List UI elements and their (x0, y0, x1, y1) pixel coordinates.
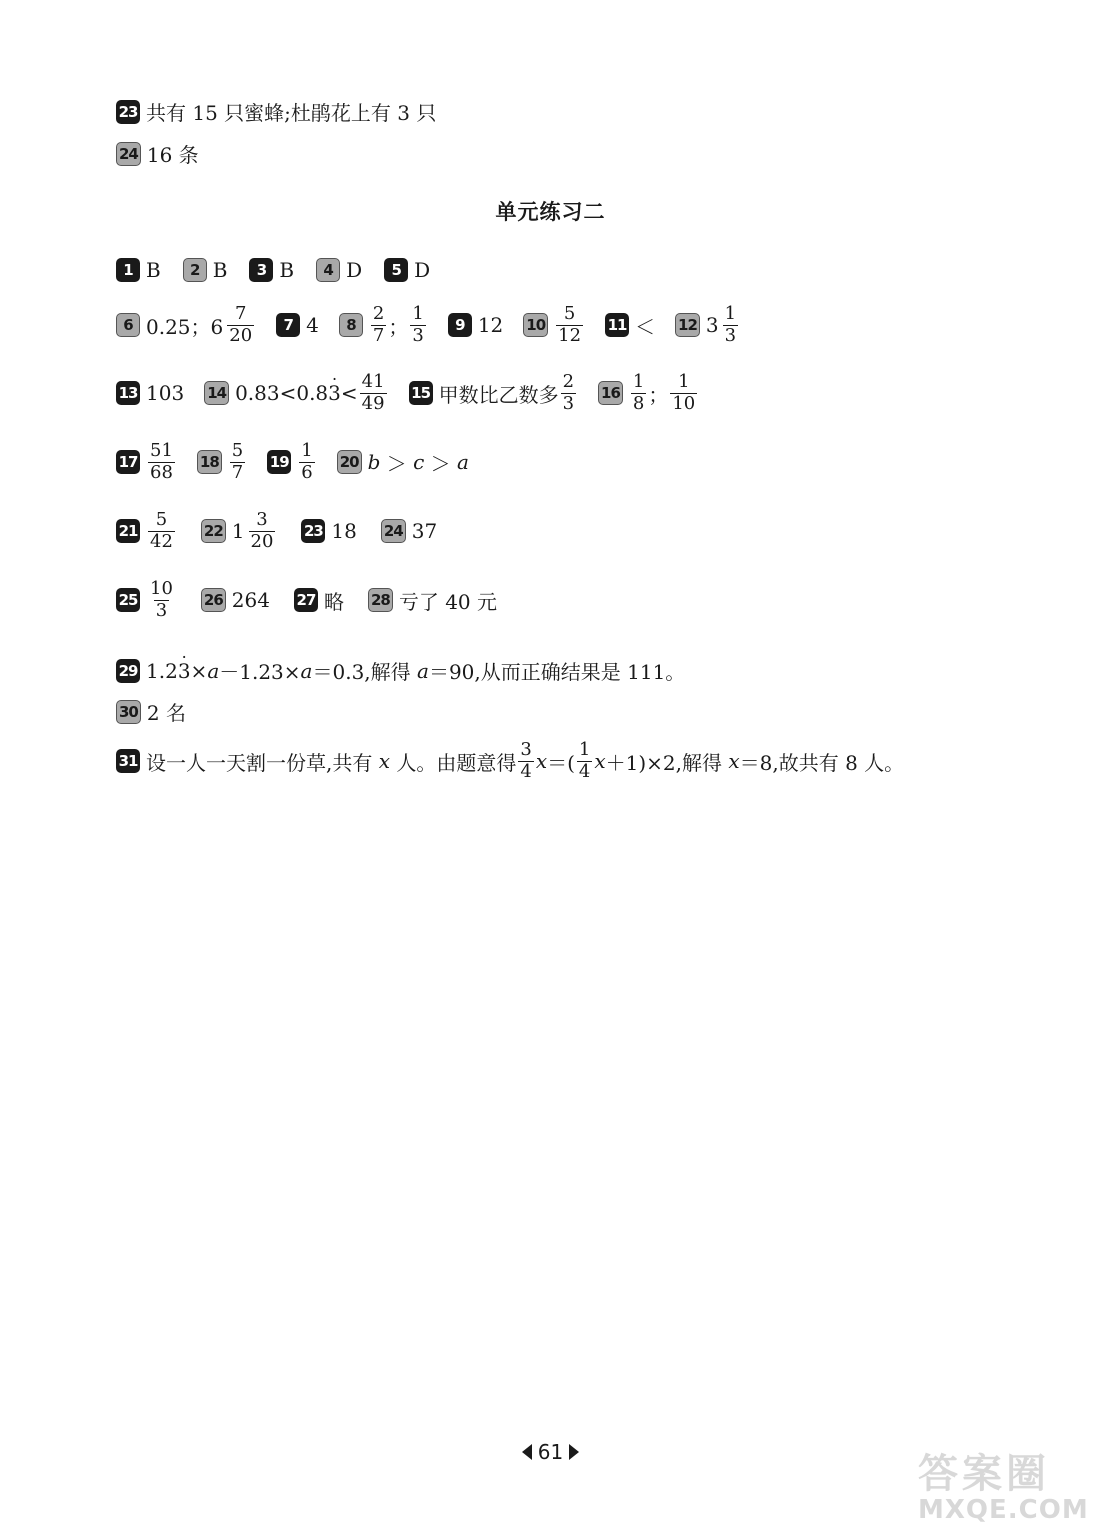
fraction (631, 372, 646, 414)
triangle-left-icon (522, 1444, 532, 1460)
answer-text: 0.25；6 (146, 314, 224, 339)
answer-item-21 (116, 510, 177, 552)
answer-text: ＝8,故共有 8 人。 (739, 750, 905, 775)
repeating-digit: . 3 (178, 659, 191, 683)
fraction (518, 740, 533, 782)
numerator: 10 (150, 578, 173, 599)
answer-text: 37 (411, 519, 438, 544)
repeating-digit: . 3 (328, 381, 341, 405)
question-number-badge: 25 (116, 588, 140, 612)
numerator: 51 (150, 440, 173, 461)
numerator: 7 (234, 303, 247, 324)
answer-item-3 (249, 258, 294, 282)
question-number-badge: 20 (337, 450, 362, 474)
denominator: 49 (361, 392, 385, 414)
fraction (249, 510, 276, 552)
question-number-badge: 2 (183, 258, 207, 282)
fraction (723, 304, 738, 346)
numerator: 1 (578, 739, 591, 760)
answer-item-6 (116, 304, 256, 346)
denominator: 20 (229, 324, 253, 346)
answer-line-30 (116, 697, 186, 726)
denominator: 7 (231, 461, 244, 483)
question-number-badge: 8 (339, 313, 363, 337)
denominator: 12 (558, 324, 582, 346)
answer-item-16 (598, 372, 699, 414)
separator: ； (648, 382, 669, 407)
numerator: 1 (632, 371, 645, 392)
question-number-badge: 11 (605, 313, 629, 337)
answer-item-8 (339, 304, 428, 346)
question-number-badge: 30 (116, 700, 141, 724)
denominator: 10 (672, 392, 696, 414)
variable: x (535, 749, 548, 774)
numerator: 2 (372, 303, 385, 324)
question-number-badge: 22 (201, 519, 226, 543)
answer-text: D (414, 258, 431, 282)
question-number-badge: 3 (249, 258, 273, 282)
answer-item-20 (337, 448, 469, 477)
answer-item-22 (201, 510, 278, 552)
answer-text: < (340, 381, 358, 406)
answer-item-28 (368, 586, 497, 615)
fraction (148, 579, 175, 621)
answer-item-13 (116, 381, 184, 405)
answer-text: 18 (331, 519, 357, 544)
answer-text: B (212, 258, 228, 282)
variable: b (367, 450, 381, 475)
question-number-badge: 7 (276, 313, 300, 337)
answer-text: 人。由题意得 (390, 750, 517, 775)
question-number-badge: 27 (294, 588, 318, 612)
answer-item-10 (523, 304, 585, 346)
question-number-badge: 19 (267, 450, 291, 474)
answer-text: 略 (323, 589, 344, 614)
answer-line-29 (116, 656, 685, 685)
answer-item-23 (301, 519, 356, 543)
denominator: 20 (250, 530, 274, 552)
section-title: 单元练习二 (495, 200, 606, 224)
operator: ＞ (424, 451, 458, 476)
question-number-badge: 5 (384, 258, 408, 282)
fraction (230, 441, 245, 483)
question-number-badge: 18 (197, 450, 222, 474)
answer-item-18 (197, 441, 247, 483)
question-number-badge: 24 (381, 519, 406, 543)
answer-item-25 (116, 579, 177, 621)
numerator: 1 (678, 371, 690, 392)
fraction (577, 740, 592, 782)
numerator: 5 (563, 303, 576, 324)
variable: a (417, 658, 429, 683)
answer-item-11 (605, 311, 655, 340)
answer-text: 12 (477, 313, 504, 338)
answer-item-14 (204, 372, 388, 414)
numerator: 5 (231, 440, 244, 461)
question-number-badge: 26 (201, 588, 226, 612)
variable: a (300, 658, 313, 683)
answer-text: 设一人一天割一份草,共有 (146, 750, 379, 775)
answer-row-6 (116, 579, 497, 621)
fraction (670, 372, 697, 414)
question-number-badge: 4 (316, 258, 340, 282)
answer-item-7 (276, 313, 319, 337)
answer-item-1 (116, 258, 161, 282)
question-number-badge: 17 (116, 450, 140, 474)
question-number-badge: 31 (116, 749, 140, 773)
question-number-badge: 21 (116, 519, 140, 543)
answer-text: 4 (306, 313, 319, 338)
numerator: 2 (562, 371, 575, 392)
answer-text: B (146, 258, 161, 282)
answer-line-prev-23 (116, 97, 436, 126)
denominator: 3 (562, 392, 575, 414)
answer-item-27 (294, 586, 344, 615)
answer-item-4 (316, 258, 362, 282)
denominator: 42 (150, 530, 173, 552)
denominator: 3 (724, 324, 737, 346)
fraction (561, 372, 576, 414)
page-number-text: 61 (537, 1440, 564, 1464)
question-number-badge: 12 (675, 313, 700, 337)
answer-text: ＝( (547, 750, 575, 775)
question-number-badge: 15 (409, 381, 433, 405)
answer-item-9 (448, 313, 503, 337)
question-number-badge: 23 (116, 100, 140, 124)
fraction (371, 304, 386, 346)
question-number-badge: 10 (523, 313, 548, 337)
numerator: 3 (520, 739, 532, 760)
whole-part: 1 (231, 519, 245, 544)
answer-text: 甲数比乙数多 (438, 382, 559, 407)
fraction (148, 441, 175, 483)
separator: ； (388, 314, 409, 339)
answer-line-prev-24 (116, 139, 199, 168)
question-number-badge: 13 (116, 381, 140, 405)
question-number-badge: 29 (116, 659, 140, 683)
numerator: 5 (155, 509, 168, 530)
answer-row-1 (116, 258, 430, 282)
question-number-badge: 23 (301, 519, 325, 543)
fraction (556, 304, 583, 346)
answer-row-5 (116, 510, 437, 552)
watermark-logo (918, 1452, 1094, 1532)
fraction (299, 441, 314, 483)
answer-text: B (279, 258, 295, 282)
answer-row-2 (116, 304, 740, 346)
answer-item-26 (201, 588, 270, 612)
answer-line-31 (116, 740, 904, 782)
answer-text: × (190, 658, 208, 683)
answer-row-4 (116, 441, 469, 483)
numerator: 1 (724, 303, 737, 324)
operator: ＞ (380, 451, 414, 476)
variable: x (378, 749, 390, 774)
whole-part: 3 (705, 313, 719, 338)
watermark-line-2: MXQE.COM (918, 1495, 1089, 1525)
answer-text: 103 (146, 381, 185, 406)
answer-text: 2 名 (146, 701, 186, 725)
answer-item-15 (409, 372, 578, 414)
denominator: 3 (155, 599, 168, 621)
numerator: 3 (256, 509, 268, 530)
answer-item-24 (381, 519, 437, 543)
answer-item-5 (384, 258, 430, 282)
denominator: 8 (632, 392, 645, 414)
answer-row-3 (116, 372, 699, 414)
variable: x (728, 749, 740, 774)
variable: c (413, 450, 425, 475)
answer-text: ＝90,从而正确结果是 111。 (428, 660, 686, 684)
answer-text: 亏了 40 元 (398, 589, 498, 614)
denominator: 4 (520, 760, 532, 782)
fraction (227, 304, 254, 346)
fraction (360, 372, 387, 414)
variable: a (207, 658, 220, 683)
answer-text: 264 (231, 588, 270, 613)
answer-text: 1.2 (146, 658, 178, 683)
denominator: 68 (150, 461, 173, 483)
question-number-badge: 14 (204, 381, 229, 405)
numerator: 41 (361, 371, 385, 392)
denominator: 6 (301, 461, 313, 483)
answer-text: ＋1)×2,解得 (605, 750, 729, 775)
answer-item-19 (267, 441, 316, 483)
fraction (148, 510, 175, 552)
denominator: 4 (578, 760, 591, 782)
answer-item-2 (183, 258, 228, 282)
triangle-right-icon (569, 1444, 579, 1460)
answer-text: －1.23× (219, 660, 301, 684)
denominator: 3 (412, 324, 424, 346)
answer-text: D (346, 258, 363, 282)
question-number-badge: 6 (116, 313, 140, 337)
answer-text: ＜ (635, 314, 656, 339)
question-number-badge: 16 (598, 381, 623, 405)
variable: x (594, 749, 606, 774)
answer-text: 16 条 (146, 143, 199, 167)
answer-text: 0.83<0.8 (235, 381, 329, 406)
watermark-line-1: 答案圈 (918, 1451, 1050, 1497)
variable: a (457, 450, 469, 475)
answer-item-12 (675, 304, 740, 346)
answer-text: ＝0.3,解得 (312, 660, 418, 684)
question-number-badge: 24 (116, 142, 141, 166)
question-number-badge: 1 (116, 258, 140, 282)
question-number-badge: 28 (368, 588, 393, 612)
answer-item-17 (116, 441, 177, 483)
numerator: 1 (301, 440, 313, 461)
answer-text: 共有 15 只蜜蜂;杜鹃花上有 3 只 (146, 101, 437, 125)
denominator: 7 (372, 324, 385, 346)
numerator: 1 (412, 303, 424, 324)
fraction (410, 304, 425, 346)
question-number-badge: 9 (448, 313, 472, 337)
